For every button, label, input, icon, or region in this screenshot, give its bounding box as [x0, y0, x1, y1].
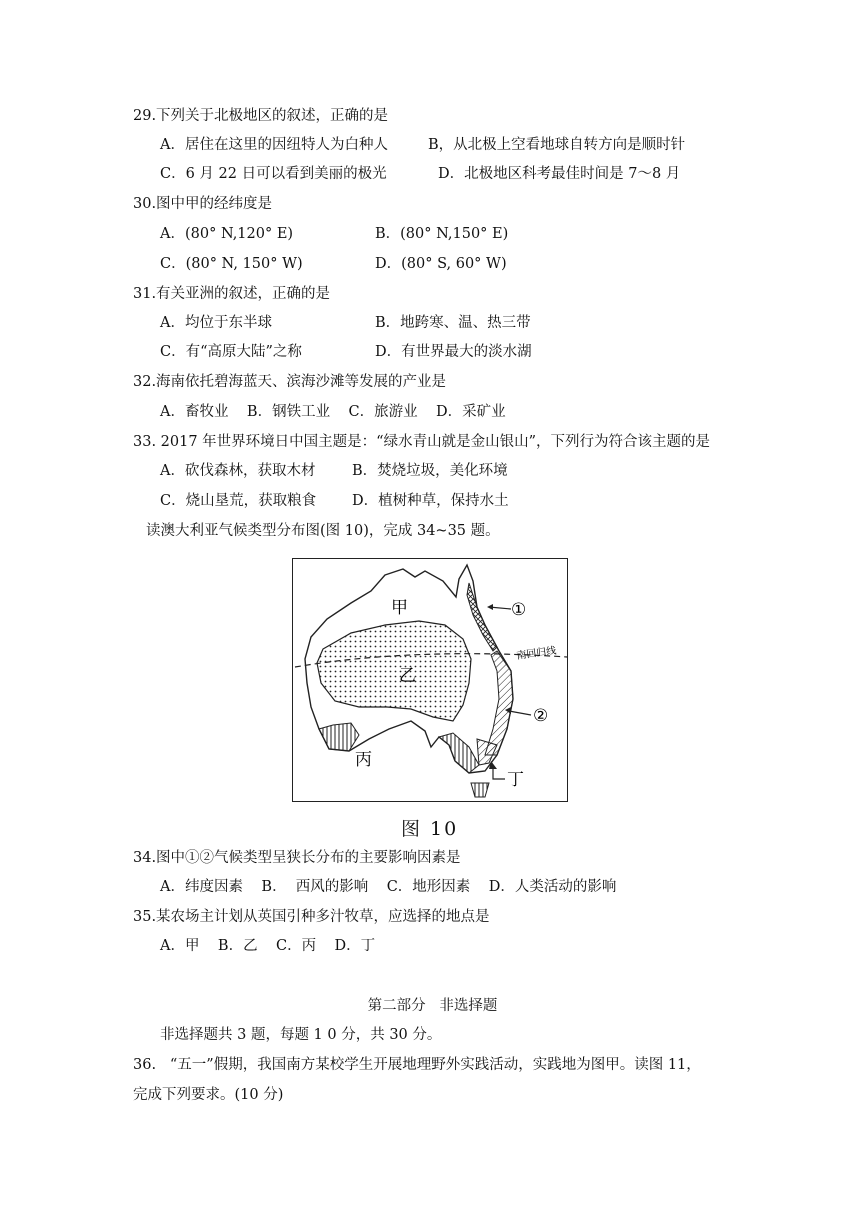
arrow-2 — [509, 711, 531, 715]
label-jia: 甲 — [391, 598, 408, 618]
q31-stem: 31.有关亚洲的叙述，正确的是 — [133, 286, 331, 302]
q31-option-d: D．有世界最大的淡水湖 — [375, 344, 532, 360]
figure-caption: 图 10 — [401, 818, 459, 840]
q29-option-a: A．居住在这里的因纽特人为白种人 — [160, 137, 388, 153]
tasmania — [471, 783, 489, 797]
q31-option-b: B．地跨寒、温、热三带 — [375, 315, 531, 331]
q33-option-b: B．焚烧垃圾，美化环境 — [352, 463, 508, 479]
label-1: ① — [511, 600, 527, 620]
part2-note: 非选择题共 3 题，每题 1 0 分，共 30 分。 — [160, 1027, 442, 1043]
q31-option-a: A．均位于东半球 — [160, 315, 272, 331]
label-yi: 乙 — [399, 666, 416, 686]
q30-option-a: A．(80° N,120° E) — [160, 226, 294, 242]
q31-option-c: C．有“高原大陆”之称 — [160, 344, 302, 360]
q35-options: A．甲 B．乙 C．丙 D．丁 — [160, 938, 376, 954]
q33-stem: 33. 2017 年世界环境日中国主题是：“绿水青山就是金山银山”，下列行为符合该主题的是 — [133, 434, 711, 450]
arrowhead-1 — [487, 604, 493, 610]
q33-option-a: A．砍伐森林，获取木材 — [160, 463, 316, 479]
q35-stem: 35.某农场主计划从英国引种多汁牧草，应选择的地点是 — [133, 909, 490, 925]
label-ding: 丁 — [507, 770, 524, 790]
q30-option-c: C．(80° N, 150° W) — [160, 256, 303, 272]
q29-option-b: B，从北极上空看地球自转方向是顺时针 — [428, 137, 686, 153]
map-drawing — [293, 559, 569, 803]
q36-line1: 36. “五一”假期，我国南方某校学生开展地理野外实践活动，实践地为图甲。读图 11， — [133, 1057, 701, 1073]
q36-line2: 完成下列要求。(10 分) — [133, 1087, 284, 1103]
q34-options: A．纬度因素 B． 西风的影响 C．地形因素 D．人类活动的影响 — [160, 879, 617, 895]
q33-option-c: C．烧山垦荒，获取粮食 — [160, 493, 317, 509]
q30-stem: 30.图中甲的经纬度是 — [133, 196, 273, 212]
reading-intro: 读澳大利亚气候类型分布图(图 10)，完成 34~35 题。 — [146, 523, 500, 539]
q32-stem: 32.海南依托碧海蓝天、滨海沙滩等发展的产业是 — [133, 374, 447, 390]
q29-stem: 29.下列关于北极地区的叙述，正确的是 — [133, 108, 389, 124]
part2-title: 第二部分 非选择题 — [367, 998, 498, 1014]
arrow-ding — [493, 769, 505, 779]
q32-options: A．畜牧业 B．钢铁工业 C．旅游业 D．采矿业 — [160, 404, 506, 420]
q30-option-d: D．(80° S, 60° W) — [375, 256, 507, 272]
q29-option-d: D．北极地区科考最佳时间是 7～8 月 — [438, 166, 681, 182]
label-bing: 丙 — [355, 750, 372, 770]
q30-option-b: B．(80° N,150° E) — [375, 226, 509, 242]
label-2: ② — [533, 706, 549, 726]
q34-stem: 34.图中①②气候类型呈狭长分布的主要影响因素是 — [133, 850, 461, 866]
australia-climate-map — [292, 558, 568, 802]
q29-option-c: C．6 月 22 日可以看到美丽的极光 — [160, 166, 387, 182]
q33-option-d: D．植树种草，保持水土 — [352, 493, 509, 509]
label-tropic: 南回归线 — [515, 645, 558, 662]
